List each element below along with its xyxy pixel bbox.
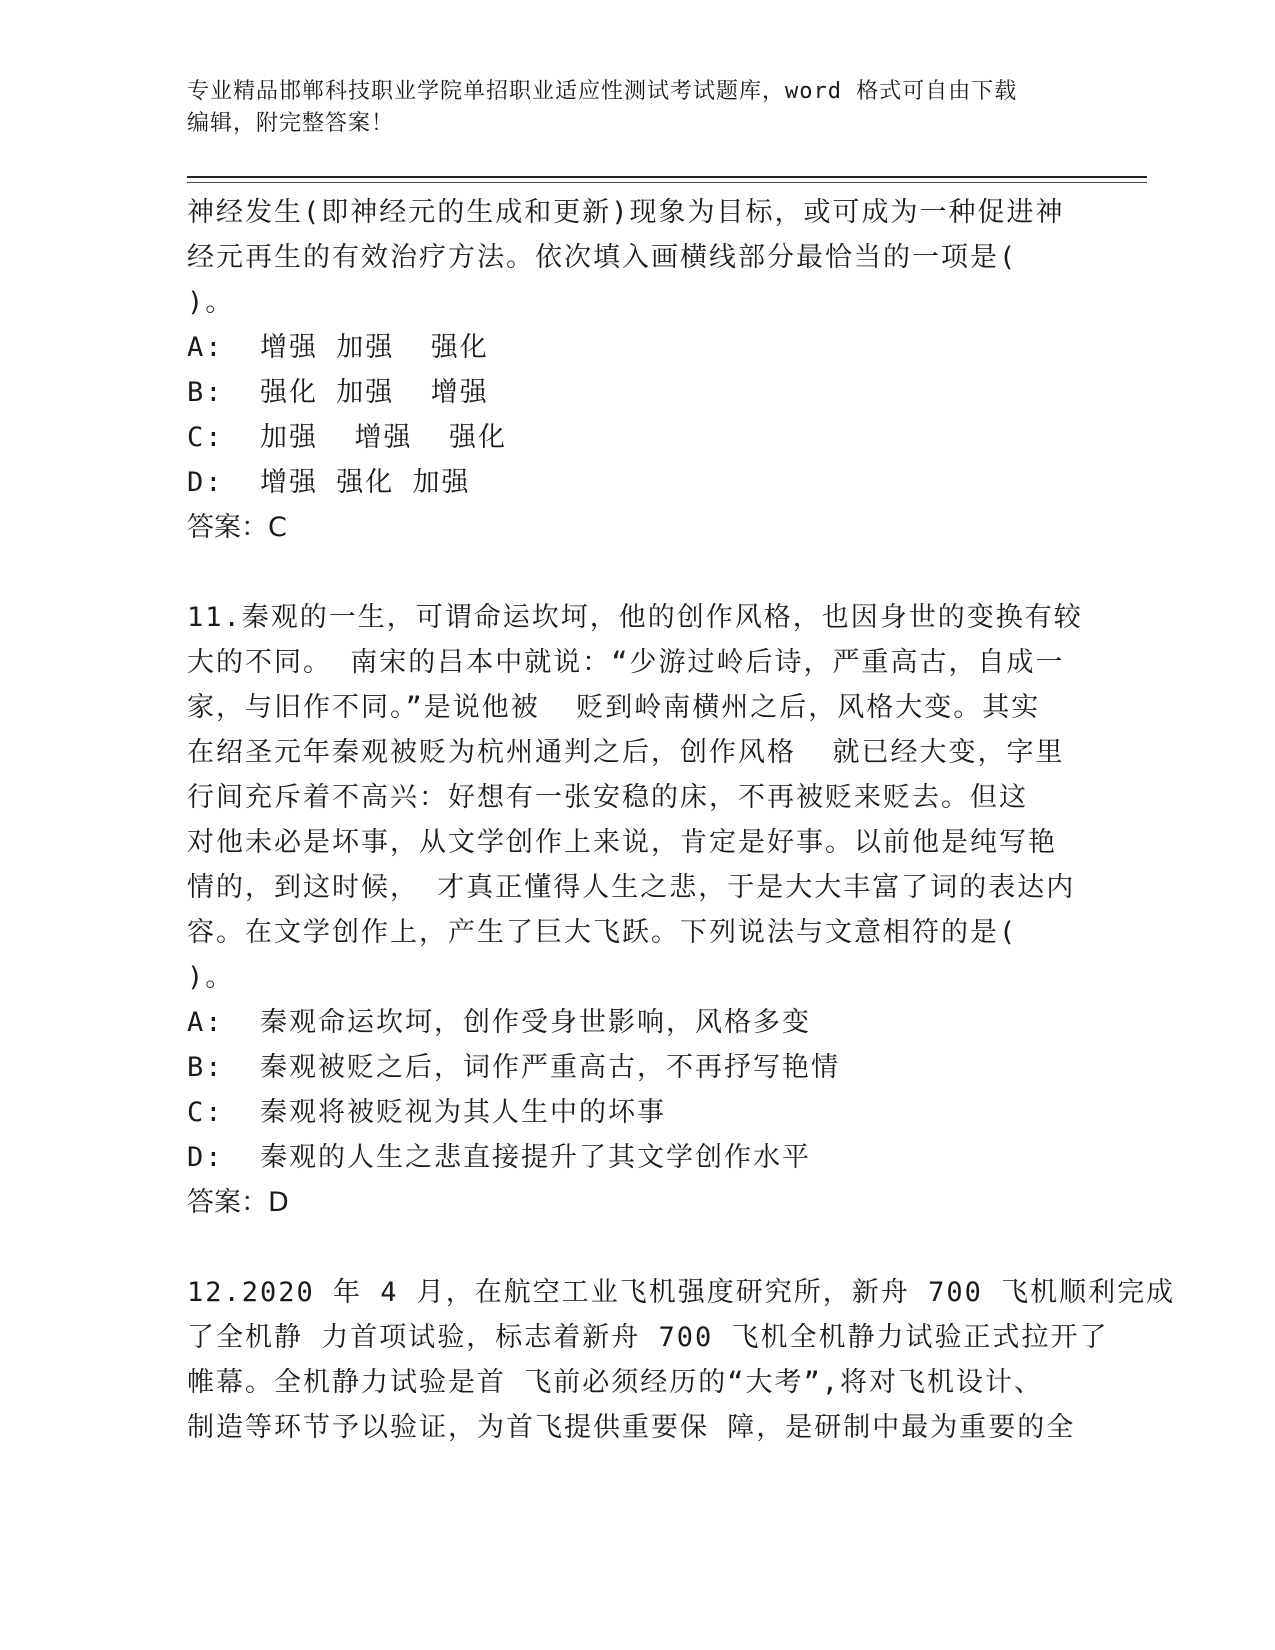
option-c: C: 秦观将被贬视为其人生中的坏事 [187, 1097, 667, 1128]
option-a: A: 增强 加强 强化 [187, 332, 489, 363]
question-text-line: 情的，到这时候， 才真正懂得人生之悲，于是大大丰富了词的表达内 [187, 872, 1076, 903]
header-line-1: 专业精品邯郸科技职业学院单招职业适应性测试考试题库，word 格式可自由下载 [187, 79, 1018, 104]
question-11 [187, 595, 1087, 1225]
header-rule-thick [187, 176, 1147, 178]
spacer [187, 1225, 1087, 1270]
question-text-line: )。 [187, 962, 235, 993]
question-text-line: 对他未必是坏事，从文学创作上来说，肯定是好事。以前他是纯写艳 [187, 827, 1057, 858]
header-line-2: 编辑，附完整答案！ [187, 111, 395, 136]
option-d: D: 秦观的人生之悲直接提升了其文学创作水平 [187, 1142, 812, 1173]
question-text-line: 帷幕。全机静力试验是首 飞前必须经历的“大考”,将对飞机设计、 [187, 1367, 1044, 1398]
question-text-line: 了全机静 力首项试验，标志着新舟 700 飞机全机静力试验正式拉开了 [187, 1322, 1109, 1353]
question-text-line: )。 [187, 287, 235, 318]
question-text-line: 行间充斥着不高兴：好想有一张安稳的床，不再被贬来贬去。但这 [187, 782, 1028, 813]
document-body [187, 190, 1176, 1450]
question-text-line: 家，与旧作不同。”是说他被 贬到岭南横州之后，风格大变。其实 [187, 692, 1041, 723]
question-text-line: 经元再生的有效治疗方法。依次填入画横线部分最恰当的一项是( [187, 242, 1018, 273]
header-rule-thin [187, 182, 1147, 183]
question-text-line: 在绍圣元年秦观被贬为杭州通判之后，创作风格 就已经大变，字里 [187, 737, 1065, 768]
question-text-line: 11.秦观的一生，可谓命运坎坷，他的创作风格，也因身世的变换有较 [187, 602, 1083, 633]
spacer [187, 550, 1087, 595]
option-c: C: 加强 增强 强化 [187, 422, 508, 453]
option-b: B: 强化 加强 增强 [187, 377, 489, 408]
question-12 [187, 1270, 1176, 1450]
option-d: D: 增强 强化 加强 [187, 467, 471, 498]
question-text-line: 神经发生(即神经元的生成和更新)现象为目标，或可成为一种促进神 [187, 197, 1065, 228]
answer-line: 答案：C [187, 512, 287, 543]
option-b: B: 秦观被贬之后，词作严重高古，不再抒写艳情 [187, 1052, 841, 1083]
question-text-line: 12.2020 年 4 月，在航空工业飞机强度研究所，新舟 700 飞机顺利完成 [187, 1277, 1176, 1308]
question-text-line: 制造等环节予以验证，为首飞提供重要保 障，是研制中最为重要的全 [187, 1412, 1076, 1443]
question-text-line: 容。在文学创作上，产生了巨大飞跃。下列说法与文意相符的是( [187, 917, 1018, 948]
page-header [187, 76, 1087, 140]
question-text-line: 大的不同。 南宋的吕本中就说：“少游过岭后诗，严重高古，自成一 [187, 647, 1065, 678]
option-a: A: 秦观命运坎坷，创作受身世影响，风格多变 [187, 1007, 812, 1038]
question-10 [187, 190, 1087, 550]
answer-line: 答案：D [187, 1187, 289, 1218]
